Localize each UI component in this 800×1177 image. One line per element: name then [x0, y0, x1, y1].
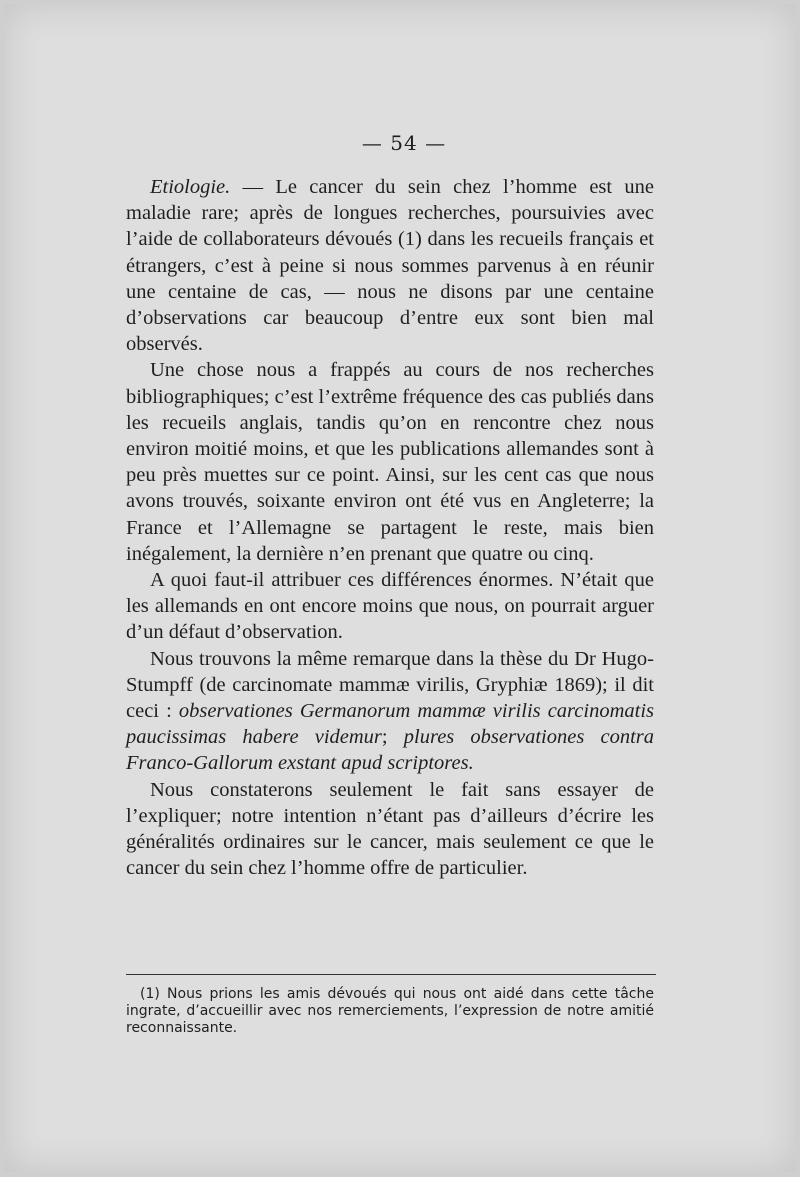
paragraph-run: ; — [381, 726, 404, 749]
paragraph-run: Etiologie. — [150, 176, 231, 198]
paragraph — [126, 174, 654, 357]
footnote-text: (1) Nous prions les amis dévoués qui nous ont aidé dans cette tâche ingrate, d’accueillir avec nos remerciements, l’expression de notre amitié reconnaissante. — [126, 986, 654, 1036]
paragraph-run: plures observationes contra Franco-Gallorum exstant apud scriptores. — [126, 726, 654, 775]
footnote — [126, 986, 654, 1037]
paragraph-run: Nous constaterons seulement le fait sans essayer de l’expliquer; notre intention n’étant pas d’ailleurs d’écrire les généralités ordinaires sur le cancer, mais seulement ce que le cancer du sein chez l’homme offre de particulier. — [126, 778, 654, 880]
paragraph-run: Une chose nous a frappés au cours de nos recherches bibliographiques; c’est l’extrême fréquence des cas publiés dans les recueils anglais, tandis qu’on en rencontre chez nous environ moitié moins, et que les publications allemandes sont à peu près muettes sur ce point. Ainsi, sur les cent cas que nous avons trouvés, soixante environ ont été vus en Angleterre; la France et l’Allemagne se partagent le reste, mais bien inégalement, la dernière n’en prenant que quatre ou cinq. — [126, 359, 654, 565]
footnote-divider — [126, 974, 656, 975]
paragraph-run: A quoi faut-il attribuer ces différences énormes. N’était que les allemands en ont encore moins que nous, on pourrait arguer d’un défaut d’observation. — [126, 569, 654, 644]
paragraph — [126, 357, 654, 567]
book-page — [4, 4, 796, 1172]
paragraph — [126, 567, 654, 646]
paragraph-run: observationes Germanorum mammæ virilis carcinomatis paucissimas habere videmur — [126, 700, 654, 749]
paragraph — [126, 777, 654, 882]
paragraph-run: — Le cancer du sein chez l’homme est une maladie rare; après de longues recherches, poursuivies avec l’aide de collaborateurs dévoués (1) dans les recueils français et étrangers, c’est à peine si nous sommes parvenus à en réunir une centaine de cas, — nous ne disons par une centaine d’observations car beaucoup d’entre eux sont bien mal observés. — [126, 176, 654, 356]
paragraph-run: Nous trouvons la même remarque dans la thèse du Dr Hugo-Stumpff (de carcinomate mammæ virilis, Gryphiæ 1869); il dit ceci : — [126, 647, 654, 723]
page-number: — 54 — — [361, 131, 447, 155]
body-text — [126, 174, 654, 881]
paragraph — [126, 646, 654, 777]
